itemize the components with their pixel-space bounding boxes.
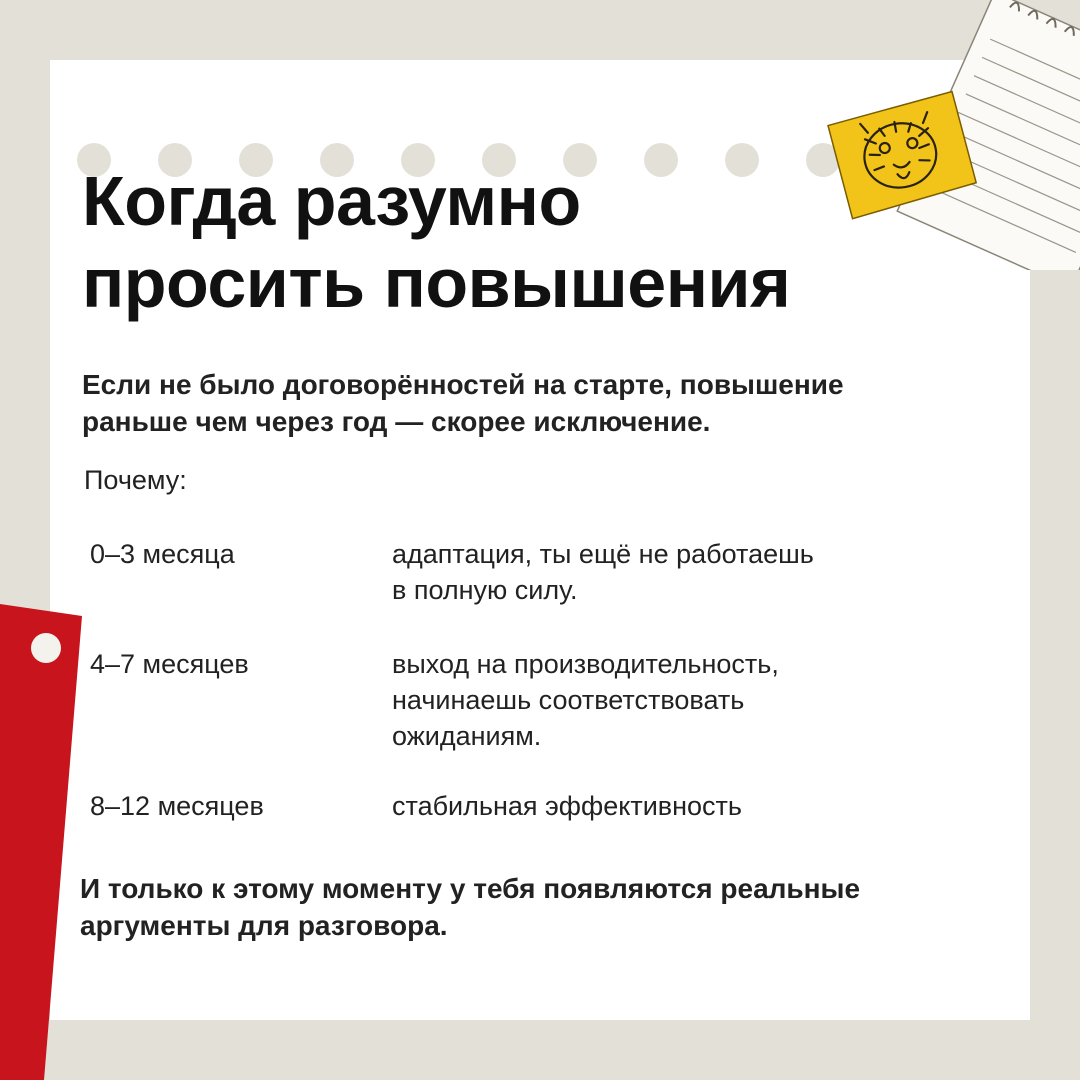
stage-description-line: ожиданиям. [392,721,542,751]
stage-description [392,788,992,824]
stage-description [392,536,992,608]
intro-line: Если не было договорённостей на старте, повышение [82,369,844,400]
intro-text [82,366,982,440]
stage-description-line: адаптация, ты ещё не работаешь [392,539,814,569]
why-label: Почему: [84,465,187,495]
stage-description [392,646,992,754]
stage-description-line: выход на производительность, [392,649,779,679]
red-paper-sheet-icon [0,600,90,1080]
stage-description-line: начинаешь соответствовать [392,685,745,715]
stage-description-line: в полную силу. [392,575,578,605]
outro-text [80,870,1000,944]
title-line: просить повышения [82,244,791,322]
title-line: Когда разумно [82,162,581,240]
tiger-sticker-icon [812,84,982,224]
stage-description-line: стабильная эффективность [392,791,742,821]
page-title [82,160,790,324]
outro-line: И только к этому моменту у тебя появляются реальные [80,873,861,904]
stage-period: 8–12 месяцев [90,791,264,821]
stage-period: 4–7 месяцев [90,649,249,679]
outro-line: аргументы для разговора. [80,910,448,941]
intro-line: раньше чем через год — скорее исключение. [82,406,711,437]
stage-period: 0–3 месяца [90,539,235,569]
